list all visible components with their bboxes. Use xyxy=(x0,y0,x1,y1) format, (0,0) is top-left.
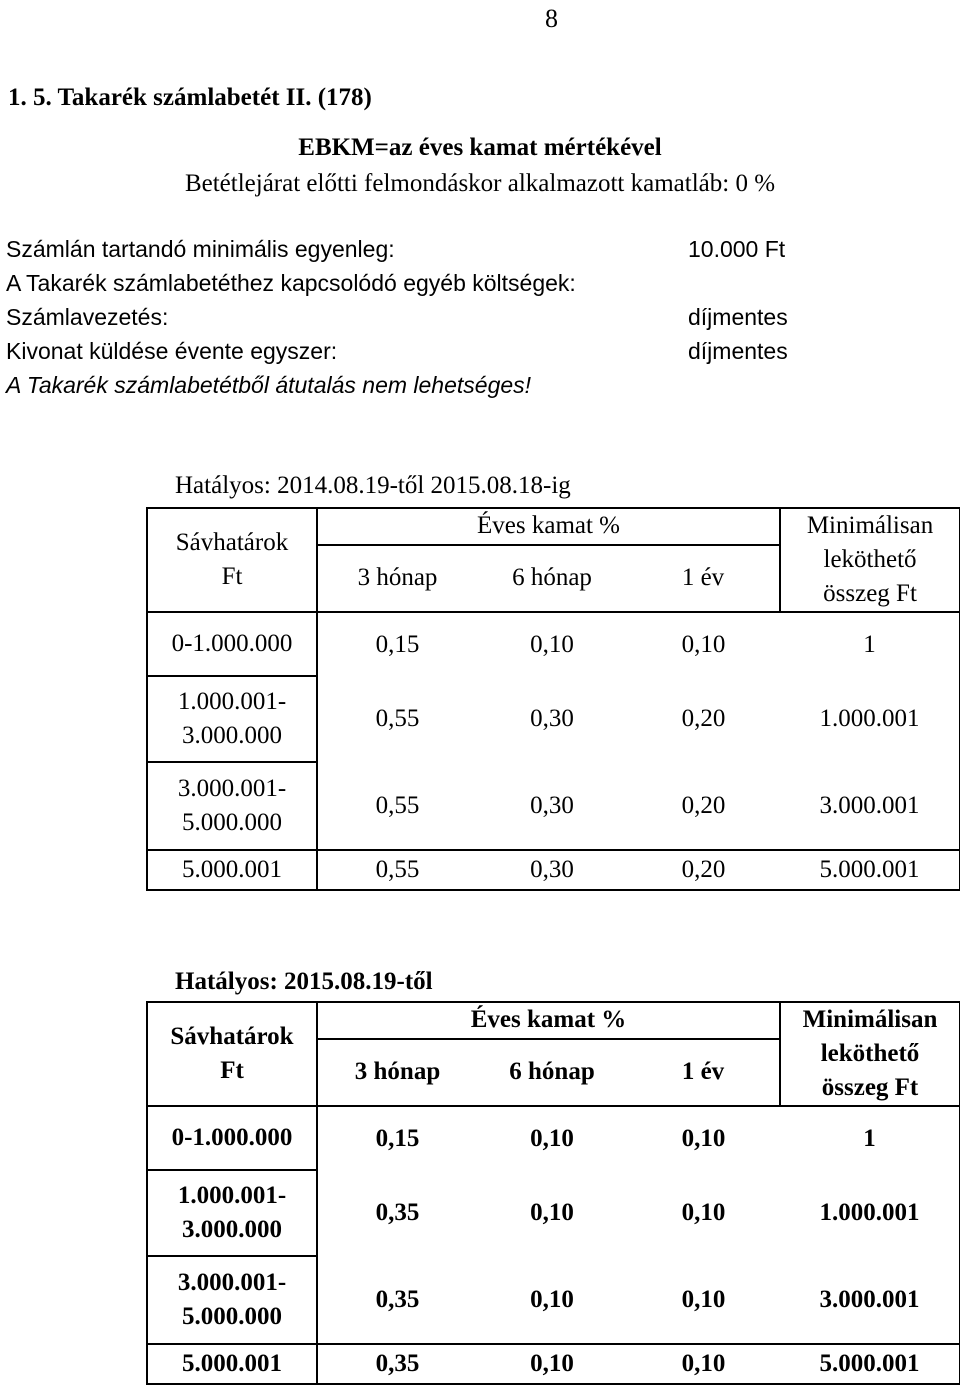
rate-table-2015 xyxy=(146,1001,960,1385)
table-row: 1.000.001- 3.000.000 0,35 0,10 0,10 1.000.001 xyxy=(147,1170,960,1256)
effective-date-2015: Hatályos: 2015.08.19-től xyxy=(175,968,433,995)
table-row: 0-1.000.000 0,15 0,10 0,10 1 xyxy=(147,1106,960,1170)
account-fee-value: díjmentes xyxy=(688,304,788,330)
table-row: 3.000.001- 5.000.000 0,35 0,10 0,10 3.000.001 xyxy=(147,1256,960,1344)
table-row: 5.000.001 0,55 0,30 0,20 5.000.001 xyxy=(147,850,960,890)
table-row: 0-1.000.000 0,15 0,10 0,10 1 xyxy=(147,612,960,676)
min-header: Minimálisan leköthető összeg Ft xyxy=(780,508,960,612)
statement-fee-value: díjmentes xyxy=(688,338,788,364)
band-header: Sávhatárok Ft xyxy=(147,508,317,612)
page-number: 8 xyxy=(545,4,558,33)
band-header: Sávhatárok Ft xyxy=(147,1002,317,1106)
effective-date-2014: Hatályos: 2014.08.19-től 2015.08.18-ig xyxy=(175,472,571,499)
rate-table-2014 xyxy=(146,507,960,891)
min-balance-label: Számlán tartandó minimális egyenleg: xyxy=(6,236,395,262)
early-withdrawal-line: Betétlejárat előtti felmondáskor alkalmazott kamatláb: 0 % xyxy=(184,170,776,197)
table-row: 3.000.001- 5.000.000 0,55 0,30 0,20 3.000.001 xyxy=(147,762,960,850)
rate-header: Éves kamat % xyxy=(317,508,780,545)
table-row: 1.000.001- 3.000.000 0,55 0,30 0,20 1.000.001 xyxy=(147,676,960,762)
period-3-months: 3 hónap xyxy=(354,1058,441,1086)
period-6-months: 6 hónap xyxy=(512,564,592,592)
period-1-year: 1 év xyxy=(681,1058,725,1086)
ebkm-line: EBKM=az éves kamat mértékével xyxy=(298,134,662,161)
account-fee-label: Számlavezetés: xyxy=(6,304,169,330)
min-balance-value: 10.000 Ft xyxy=(688,236,786,262)
statement-fee-label: Kivonat küldése évente egyszer: xyxy=(6,338,338,364)
rate-header: Éves kamat % xyxy=(317,1002,780,1039)
min-header: Minimálisan leköthető összeg Ft xyxy=(780,1002,960,1106)
other-costs-label: A Takarék számlabetéthez kapcsolódó egyéb költségek: xyxy=(6,270,576,296)
table-row: 5.000.001 0,35 0,10 0,10 5.000.001 xyxy=(147,1344,960,1384)
period-6-months: 6 hónap xyxy=(509,1058,595,1086)
transfer-note: A Takarék számlabetétből átutalás nem lehetséges! xyxy=(6,372,532,398)
period-1-year: 1 év xyxy=(681,564,725,592)
section-title: 1. 5. Takarék számlabetét II. (178) xyxy=(8,84,372,111)
period-3-months: 3 hónap xyxy=(357,564,438,592)
